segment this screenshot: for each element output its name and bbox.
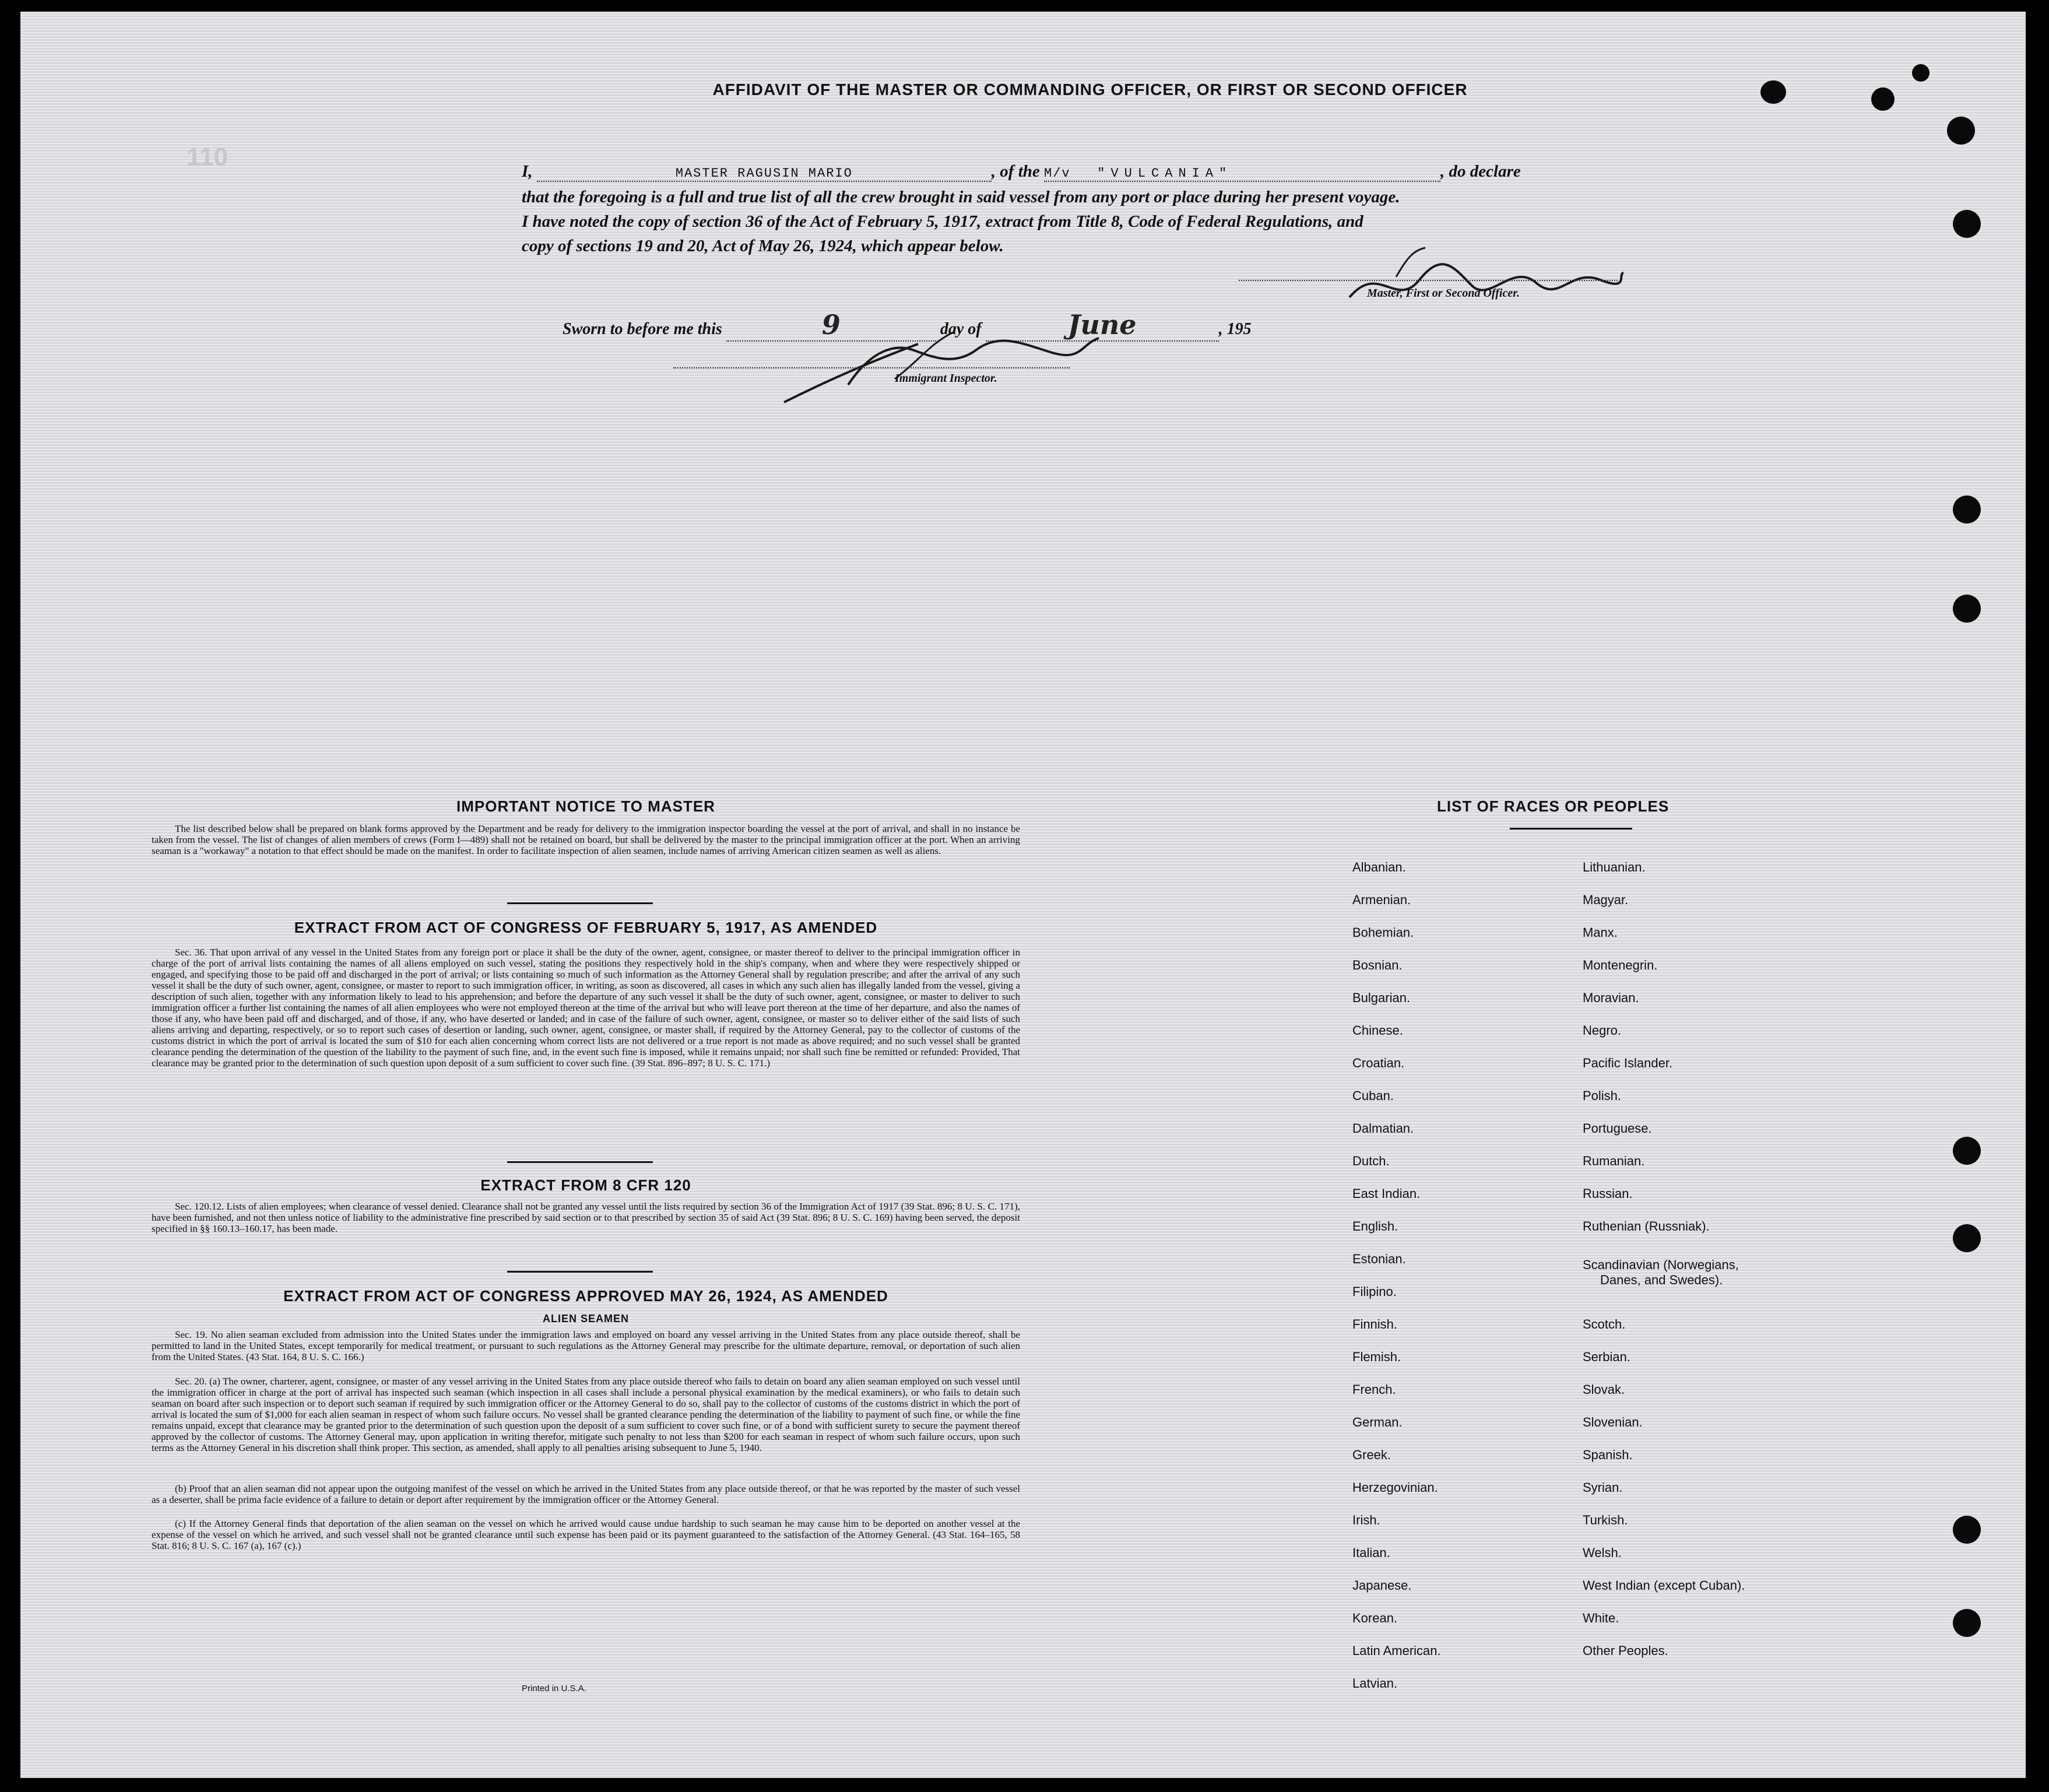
race-item: Slovenian. [1583,1415,1643,1429]
notice-text: The list described below shall be prepared on blank forms approved by the Department and be ready for delivery to the immigration inspector boarding the vessel at the port of arrival, and shall in no instance be taken from the vessel. The list of changes of alien members of crews (Form I—489) shall not be retained on board, but shall be delivered by the master to the principal immigration officer at the port. When an arriving seaman is a "workaway" a notation to that effect should be made on the manifest. In order to facilitate inspection of alien seamen, include names of arriving American citizen seamen as well as aliens. [152,823,1020,856]
sworn-day: 9 [726,309,936,342]
race-item: Negro. [1583,1023,1622,1038]
notice-title: IMPORTANT NOTICE TO MASTER [456,797,715,815]
faint-page-number: 110 [187,143,228,171]
race-item: German. [1352,1415,1403,1429]
divider-3 [507,1271,653,1273]
race-item: Turkish. [1583,1513,1628,1527]
race-item: Moravian. [1583,990,1639,1005]
master-caption: Master, First or Second Officer. [1367,287,1520,300]
extract-1917-text: Sec. 36. That upon arrival of any vessel in the United States from any foreign port or place it shall be the duty of the owner, agent, consignee, or master thereof to deliver to the principal immigration officer in charge of the port of arrival lists containing the names of all aliens employed on such vessel, stating the positions they respectively hold in the ship's company, when and where they were respectively shipped or engaged, and specifying those to be paid off and discharged in the port of arrival; or lists containing so much of such information as the Attorney General shall by regulation prescribe; and after the arrival of any such vessel it shall be the duty of such owner, agent, consignee, or master to report to such immigration officer, in writing, as soon as discovered, all cases in which any such alien has illegally landed from the vessel, giving a description of such alien, together with any information likely to lead to his apprehension; and before the departure of any such vessel it shall be the duty of such owner, agent, consignee, or master to deliver to such immigration officer a further list containing the names of all alien employees who were not employed thereon at the time of the arrival but who will leave port thereon at the time of her departure, and also the names of those if any, who have been paid off and discharged, and of those, if any, who have deserted or landed; and in case of the failure of such owner, agent, consignee, or master so to deliver either of the said lists of such aliens arriving and departing, respectively, or so to report such cases of desertion or landing, such owner, agent, consignee, or master shall, if required by the Attorney General, pay to the collector of customs of the customs district in which the port of arrival is located the sum of $10 for each alien concerning whom correct lists are not delivered or a true report is not made as above required; and no such vessel shall be granted clearance pending the determination of the question of the liability to the payment of such fine, and, in the event such fine is imposed, while it remains unpaid; nor shall such fine be remitted or refunded: Provided, That clearance may be granted prior to the determination of such question upon deposit of a sum sufficient to cover such fine. (39 Stat. 896–897; 8 U. S. C. 171.) [152,947,1020,1069]
race-item: Ruthenian (Russniak). [1583,1219,1710,1234]
vessel-field [1044,166,1440,182]
races-title: LIST OF RACES OR PEOPLES [1437,797,1670,815]
race-item: Scandinavian (Norwegians, [1583,1257,1739,1272]
race-item: White. [1583,1611,1619,1625]
line1-mid: , of the [991,162,1040,181]
race-item: Russian. [1583,1186,1633,1201]
affidavit-line-4: copy of sections 19 and 20, Act of May 26, 1924, which appear below. [522,237,1004,255]
master-signature-line [1239,280,1618,281]
race-item: Cuban. [1352,1088,1394,1103]
race-item: Spanish. [1583,1447,1633,1462]
race-item: Polish. [1583,1088,1622,1103]
race-item: Syrian. [1583,1480,1623,1495]
races-divider [1510,828,1632,830]
race-item: Herzegovinian. [1352,1480,1438,1495]
race-item: Filipino. [1352,1284,1397,1299]
race-item: Dutch. [1352,1154,1390,1168]
divider-1 [507,902,653,904]
line1-suffix: , do declare [1440,162,1521,181]
extract-cfr-text: Sec. 120.12. Lists of alien employees; when clearance of vessel denied. Clearance shall not be granted any vessel until the lists required by section 36 of the Immigration Act of 1917 (39 Stat. 896; 8 U. S. C. 171), have been furnished, and not then unless notice of liability to the administrative fine prescribed by said section or to that prescribed by section 35 of said Act (39 Stat. 896; 8 U. S. C. 169) having been served, the deposit specified in §§ 160.13–160.17, has been made. [152,1201,1020,1234]
race-item: Danes, and Swedes). [1600,1273,1723,1287]
sec20a-text: Sec. 20. (a) The owner, charterer, agent, consignee, or master of any vessel arriving in the United States from any place outside thereof who fails to detain on board any alien seaman employed on such vessel until the immigration officer in charge at the port of arrival has inspected such seaman (which inspection in all cases shall include a personal physical examination by the medical examiners), or who fails to detain such seaman on board after such inspection or to deport such seaman if required by such immigration officer or the Attorney General to do so, shall pay to the collector of customs of the customs district in which the port of arrival is located the sum of $1,000 for each alien seaman in respect of whom such failure occurs. No vessel shall be granted clearance pending the determination of the liability to payment of such fine, or while the fine remains unpaid, except that clearance may be granted prior to the determination of such question upon the deposit of a sum sufficient to cover such fine, or of a bond with sufficient surety to secure the payment thereof approved by the collector of customs. The Attorney General may, upon application in writing therefor, mitigate such penalty to not less than $200 for each seaman in respect of whom such failure occurs, upon such terms as the Attorney General in his discretion shall think proper. This section, as amended, shall apply to all penalties arising subsequent to June 5, 1940. [152,1376,1020,1453]
punch-hole [1953,1516,1981,1544]
race-item: Lithuanian. [1583,860,1646,874]
punch-hole [1871,87,1895,111]
race-item: Greek. [1352,1447,1391,1462]
race-item: Welsh. [1583,1545,1622,1560]
race-item: Serbian. [1583,1350,1630,1364]
race-item: Bulgarian. [1352,990,1411,1005]
affidavit-title: AFFIDAVIT OF THE MASTER OR COMMANDING OFFICER, OR FIRST OR SECOND OFFICER [712,80,1468,99]
day-of-label: day of [940,320,982,338]
punch-hole [1953,1137,1981,1165]
sworn-month: June [986,309,1219,342]
punch-hole [1953,496,1981,523]
inspector-caption: Immigrant Inspector. [895,372,997,385]
extract-cfr-title: EXTRACT FROM 8 CFR 120 [480,1176,691,1194]
punch-hole [1953,595,1981,623]
race-item: French. [1352,1382,1396,1397]
race-item: Latvian. [1352,1676,1398,1691]
race-item: Estonian. [1352,1252,1406,1266]
race-item: Rumanian. [1583,1154,1645,1168]
master-name: MASTER RAGUSIN MARIO [675,166,853,181]
race-item: Italian. [1352,1545,1390,1560]
race-item: Manx. [1583,925,1618,940]
race-item: Bosnian. [1352,958,1403,972]
master-name-field [537,166,992,182]
race-item: Magyar. [1583,893,1629,907]
extract-1924-title: EXTRACT FROM ACT OF CONGRESS APPROVED MAY 26, 1924, AS AMENDED [283,1287,888,1305]
race-item: East Indian. [1352,1186,1421,1201]
extract-1924-subtitle: ALIEN SEAMEN [542,1313,629,1324]
races-column-2 [1583,860,1745,1676]
race-item: Irish. [1352,1513,1380,1527]
race-item: Slovak. [1583,1382,1625,1397]
vessel-name: "VULCANIA" [1097,166,1233,181]
punch-hole [1953,1224,1981,1252]
vessel-type: M/v [1044,166,1071,181]
affidavit-line-2: that the foregoing is a full and true list of all the crew brought in said vessel from any port or place during her present voyage. [522,188,1400,206]
affidavit-line-3: I have noted the copy of section 36 of the Act of February 5, 1917, extract from Title 8, Code of Federal Regulations, and [522,212,1363,231]
race-item: Japanese. [1352,1578,1412,1593]
race-item: Finnish. [1352,1317,1398,1331]
line1-prefix: I, [522,162,533,181]
sec20c-text: (c) If the Attorney General finds that deportation of the alien seaman on the vessel on which he arrived would cause undue hardship to such seaman he may cause him to be deported on another vessel at the expense of the vessel on which he arrived, and such vessel shall not be granted clearance until such expense has been paid or its payment guaranteed to the satisfaction of the Attorney General. (43 Stat. 164–165, 58 Stat. 816; 8 U. S. C. 167 (a), 167 (c).) [152,1518,1020,1551]
race-item: English. [1352,1219,1398,1234]
race-item: Flemish. [1352,1350,1401,1364]
punch-hole [1953,1609,1981,1637]
race-item: Armenian. [1352,893,1411,907]
extract-1917-title: EXTRACT FROM ACT OF CONGRESS OF FEBRUARY 5, 1917, AS AMENDED [294,919,878,936]
race-item: Scotch. [1583,1317,1626,1331]
sec20b-text: (b) Proof that an alien seaman did not appear upon the outgoing manifest of the vessel on which he arrived in the United States from any place outside thereof, or that he was reported by the master of such vessel as a deserter, shall be prima facie evidence of a failure to detain or deport after requirement by the immigration officer or the Attorney General. [152,1483,1020,1505]
punch-hole [1953,210,1981,238]
race-item: Other Peoples. [1583,1643,1668,1658]
punch-hole [1912,64,1929,82]
divider-2 [507,1161,653,1163]
race-item: Latin American. [1352,1643,1441,1658]
race-item: Croatian. [1352,1056,1405,1070]
printed-in-usa: Printed in U.S.A. [522,1684,586,1693]
race-item: Bohemian. [1352,925,1414,940]
race-item: Portuguese. [1583,1121,1652,1136]
sworn-year: , 195 [1218,320,1252,338]
punch-hole [1947,117,1975,145]
punch-hole [1760,80,1786,104]
inspector-signature-line [673,367,1070,368]
race-item: Montenegrin. [1583,958,1658,972]
race-item: Albanian. [1352,860,1406,874]
race-item: Chinese. [1352,1023,1403,1038]
race-item: Pacific Islander. [1583,1056,1673,1070]
race-item: Korean. [1352,1611,1398,1625]
affidavit-line-1 [522,162,1521,182]
races-column-1 [1352,860,1441,1709]
sec19-text: Sec. 19. No alien seaman excluded from admission into the United States under the immigration laws and employed on board any vessel arriving in the United States from any place outside thereof, shall be permitted to land in the United States, except temporarily for medical treatment, or pursuant to such regulations as the Attorney General may prescribe for the ultimate departure, removal, or deportation of such alien from the United States. (43 Stat. 164, 8 U. S. C. 166.) [152,1329,1020,1362]
race-item: West Indian (except Cuban). [1583,1578,1745,1593]
sworn-prefix: Sworn to before me this [563,320,722,338]
race-item: Dalmatian. [1352,1121,1414,1136]
manifest-page [20,12,2026,1778]
